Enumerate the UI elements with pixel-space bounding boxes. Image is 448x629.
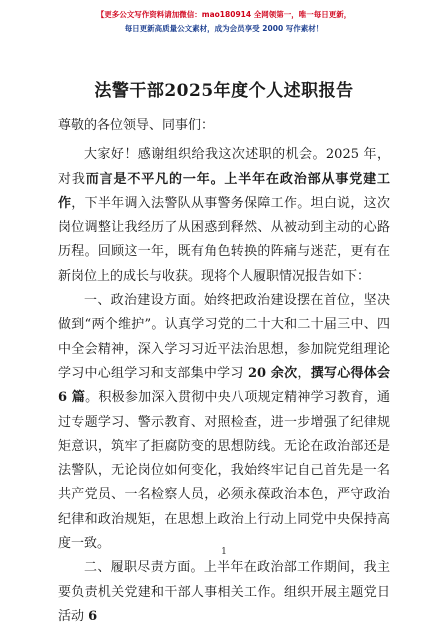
intro-text-1: 大家好！感谢组织给我这次述职的机会。2025 年，对我	[58, 147, 390, 187]
intro-text-2: ，下半年调入法警队从事警务保障工作。坦白说，这次岗位调整让我经历了从困惑到释然、从被动到主动的心路历程。回顾这一年，既有角色转换的阵痛与迷茫，更有在新岗位上的成长与收获。现将个人履职情况报告如下：	[58, 195, 390, 284]
study-count: 20 余次	[248, 365, 298, 381]
promo-banner-line-2: 每日更新高质量公文素材，成为会员享受 2000 写作素材！	[124, 24, 324, 33]
duty-text-1: 二、履职尽责方面。上半年在政治部工作期间，我主要负责机关党建和干部人事相关工作。组织开展主题党日活动	[58, 560, 390, 624]
page-number: 1	[221, 547, 227, 557]
paragraph-political-building	[58, 289, 390, 556]
activity-count: 6	[88, 608, 98, 624]
salutation: 尊敬的各位领导、同事们：	[58, 118, 215, 133]
political-comma: ，	[297, 365, 311, 381]
promo-banner-line-1: 【更多公文写作资料请加微信：mao180914 全网领第一，唯一每日更新，	[96, 10, 352, 19]
paragraph-duty-performance	[58, 556, 390, 629]
promo-banner	[0, 8, 448, 36]
document-title: 法警干部2025年度个人述职报告	[94, 81, 354, 101]
political-text-1: 一、政治建设方面。始终把政治建设摆在首位，坚决做到“两个维护”。认真学习党的二十大和二十届三中、四中全会精神，深入学习习近平法治思想，参加院党组理论学习中心组学习和支部集中学习	[58, 293, 390, 381]
paragraph-intro	[58, 143, 390, 289]
political-text-2: 。积极参加深入贯彻中央八项规定精神学习教育，通过专题学习、警示教育、对照检查，进一步增强了纪律规矩意识，筑牢了拒腐防变的思想防线。无论在政治部还是法警队，无论岗位如何变化，我始终牢记自己首先是一名共产党员、一名检察人员，必须永葆政治本色，严守政治纪律和政治规矩，在思想上政治上行动上同党中央保持高度一致。	[58, 390, 390, 552]
intro-emphasis: 而言是不平凡的一年。上半年在政治部从事党建工作	[58, 171, 390, 211]
essay-count: 撰写心得体会 6 篇	[58, 365, 390, 406]
